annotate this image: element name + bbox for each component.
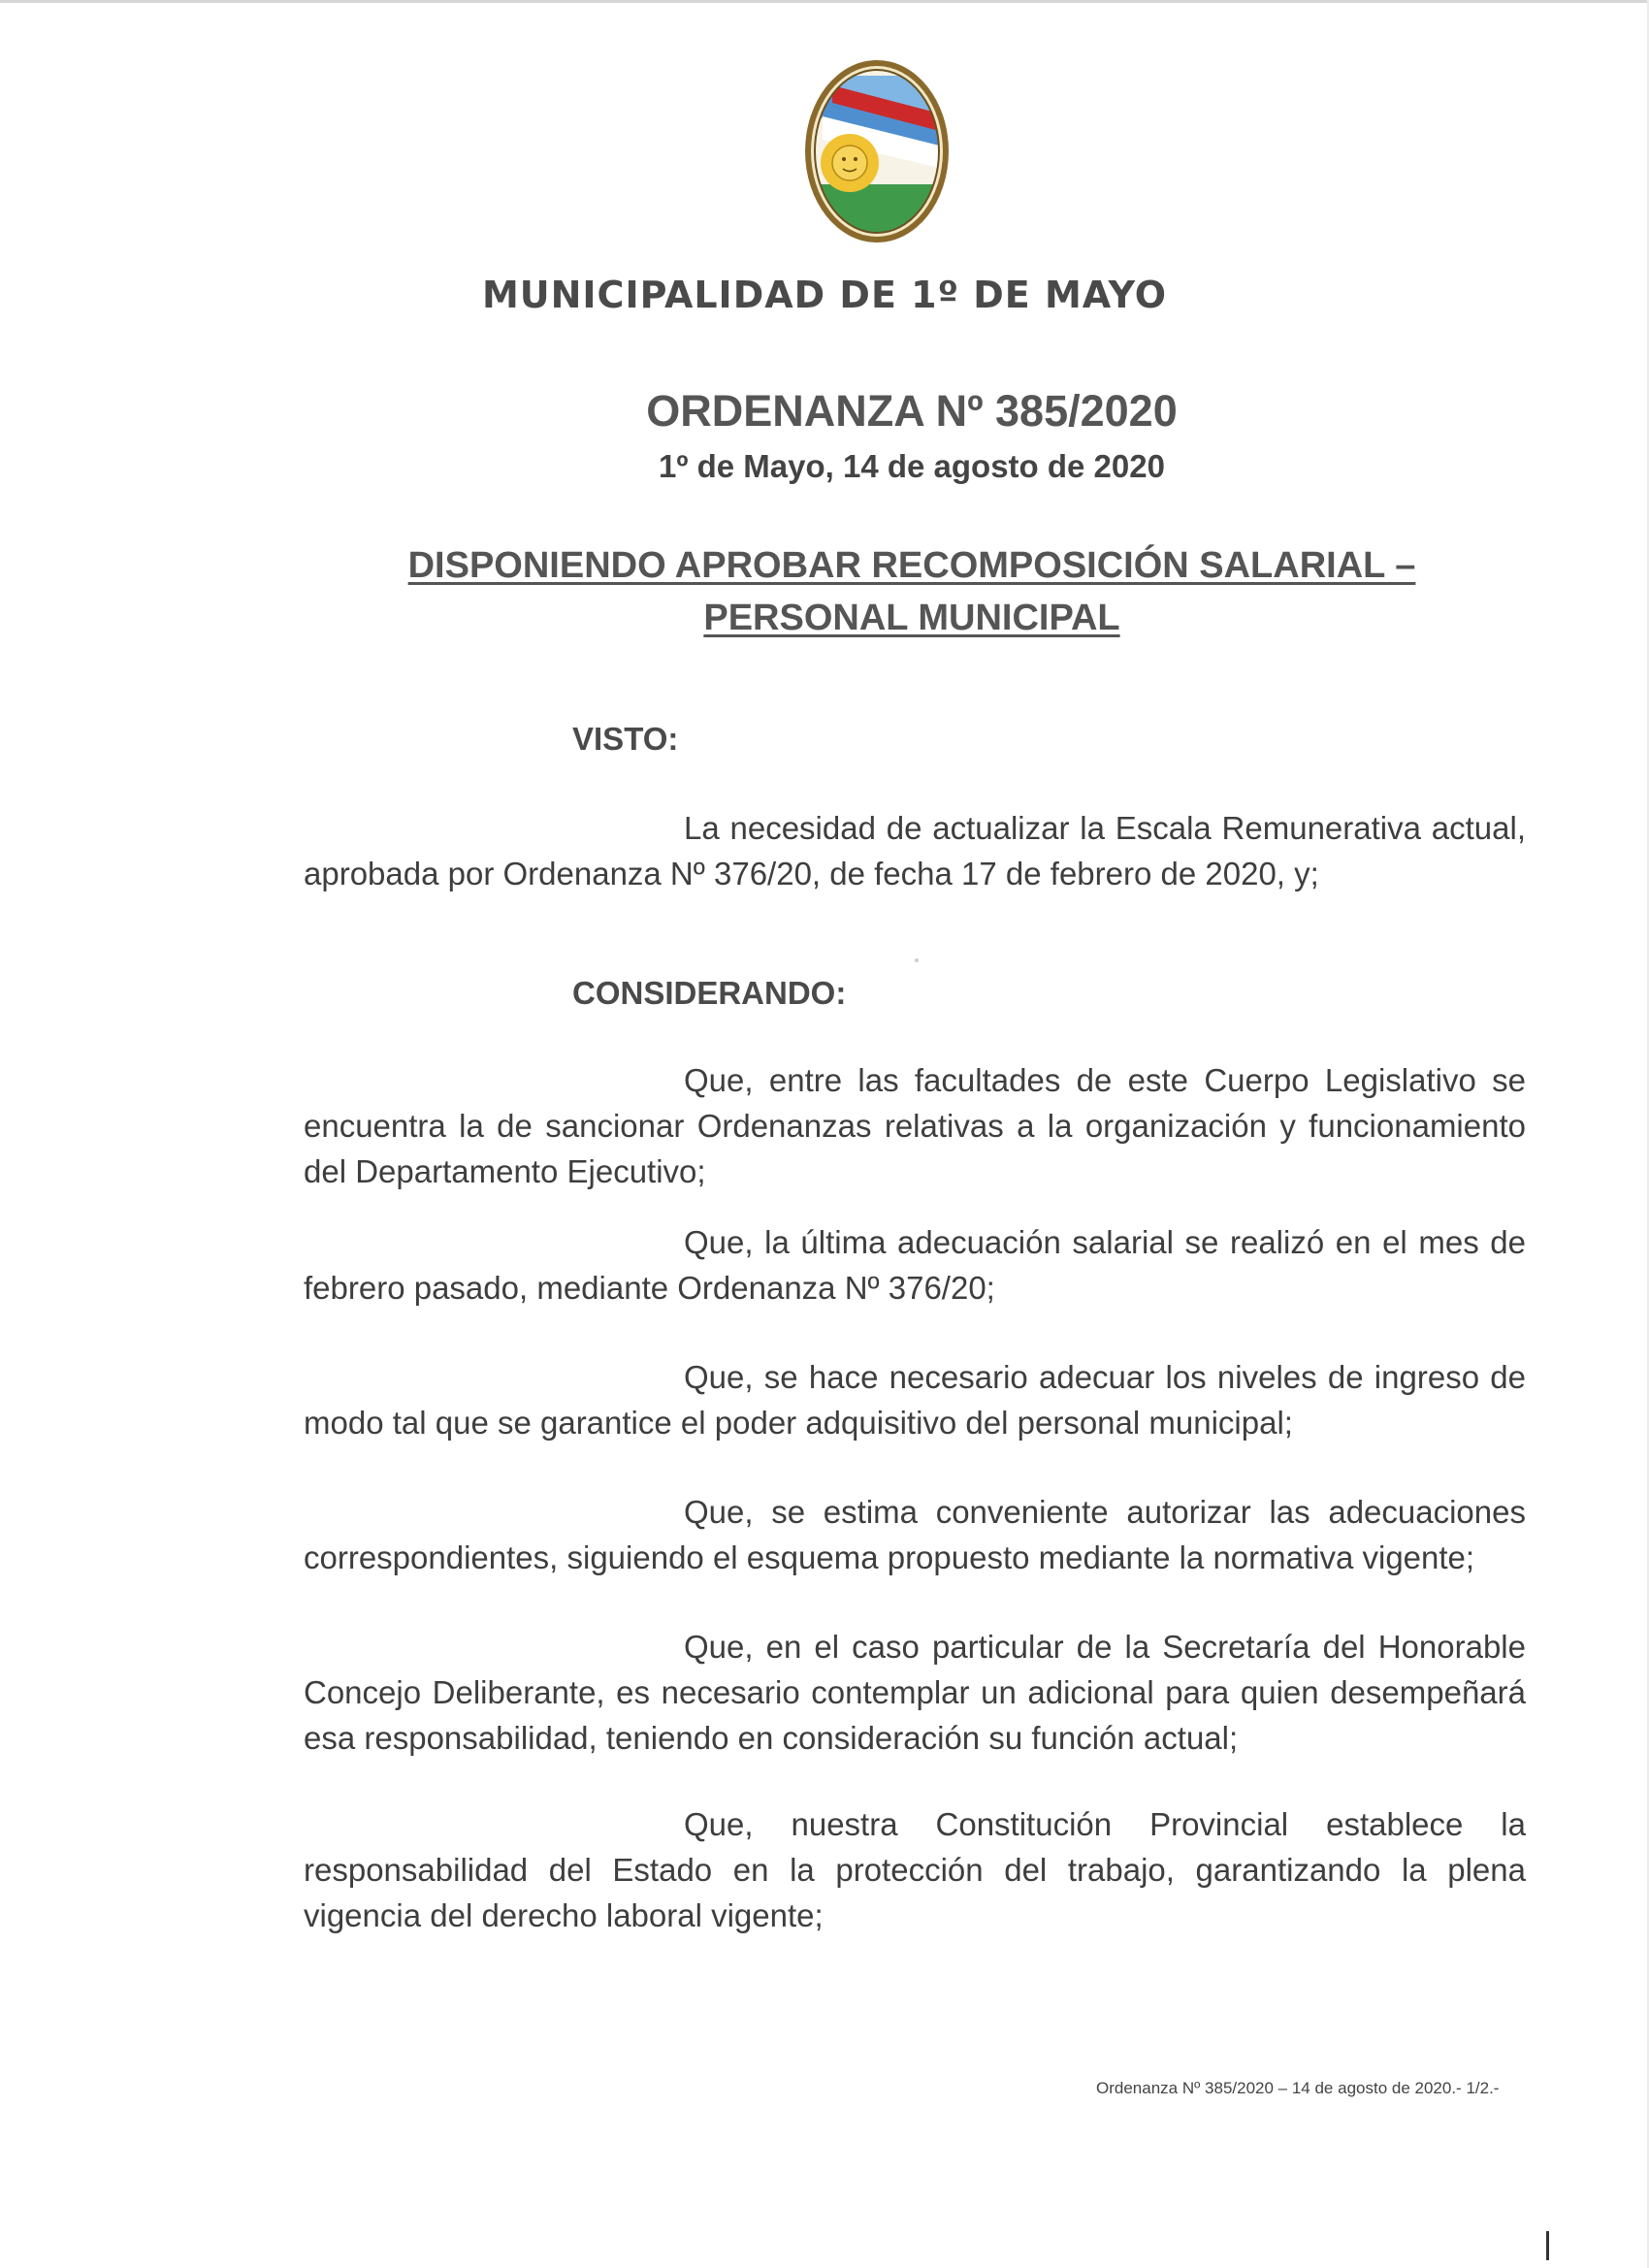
scan-mark [1546, 2231, 1549, 2260]
considerando-heading: CONSIDERANDO: [572, 975, 847, 1011]
scan-speck [915, 958, 919, 962]
visto-heading: VISTO: [572, 721, 679, 757]
ordinance-subject [320, 539, 1504, 644]
considerando-paragraph: Que, nuestra Constitución Provincial establece la responsabilidad del Estado en la protección del trabajo, garantizando la plena vigencia del derecho laboral vigente; [304, 1806, 1526, 1933]
considerando-paragraph: Que, en el caso particular de la Secretaría del Honorable Concejo Deliberante, es necesario contemplar un adicional para quien desempeñará esa responsabilidad, teniendo en consideración su función actual; [304, 1629, 1526, 1756]
scan-edge-top [0, 0, 1649, 3]
visto-paragraph: La necesidad de actualizar la Escala Remunerativa actual, aprobada por Ordenanza Nº 376/20, de fecha 17 de febrero de 2020, y; [304, 810, 1526, 891]
municipal-seal-logo [803, 56, 951, 246]
considerando-paragraph: Que, la última adecuación salarial se realizó en el mes de febrero pasado, mediante Ordenanza Nº 376/20; [304, 1224, 1526, 1306]
considerando-paragraph: Que, entre las facultades de este Cuerpo Legislativo se encuentra la de sancionar Ordenanzas relativas a la organización y funcionamiento del Departamento Ejecutivo; [304, 1062, 1526, 1189]
considerando-paragraph: Que, se estima conveniente autorizar las adecuaciones correspondientes, siguiendo el esquema propuesto mediante la normativa vigente; [304, 1494, 1526, 1575]
ordinance-date: 1º de Mayo, 14 de agosto de 2020 [659, 448, 1165, 484]
page-footer: Ordenanza Nº 385/2020 – 14 de agosto de 2020.- 1/2.- [1096, 2079, 1500, 2097]
municipality-name: MUNICIPALIDAD DE 1º DE MAYO [481, 274, 1168, 316]
ordinance-title: ORDENANZA Nº 385/2020 [646, 386, 1178, 436]
considerando-paragraph: Que, se hace necesario adecuar los niveles de ingreso de modo tal que se garantice el poder adquisitivo del personal municipal; [304, 1359, 1526, 1441]
subject-line-1: DISPONIENDO APROBAR RECOMPOSICIÓN SALARIAL – [407, 545, 1416, 586]
subject-line-2: PERSONAL MUNICIPAL [703, 598, 1120, 638]
